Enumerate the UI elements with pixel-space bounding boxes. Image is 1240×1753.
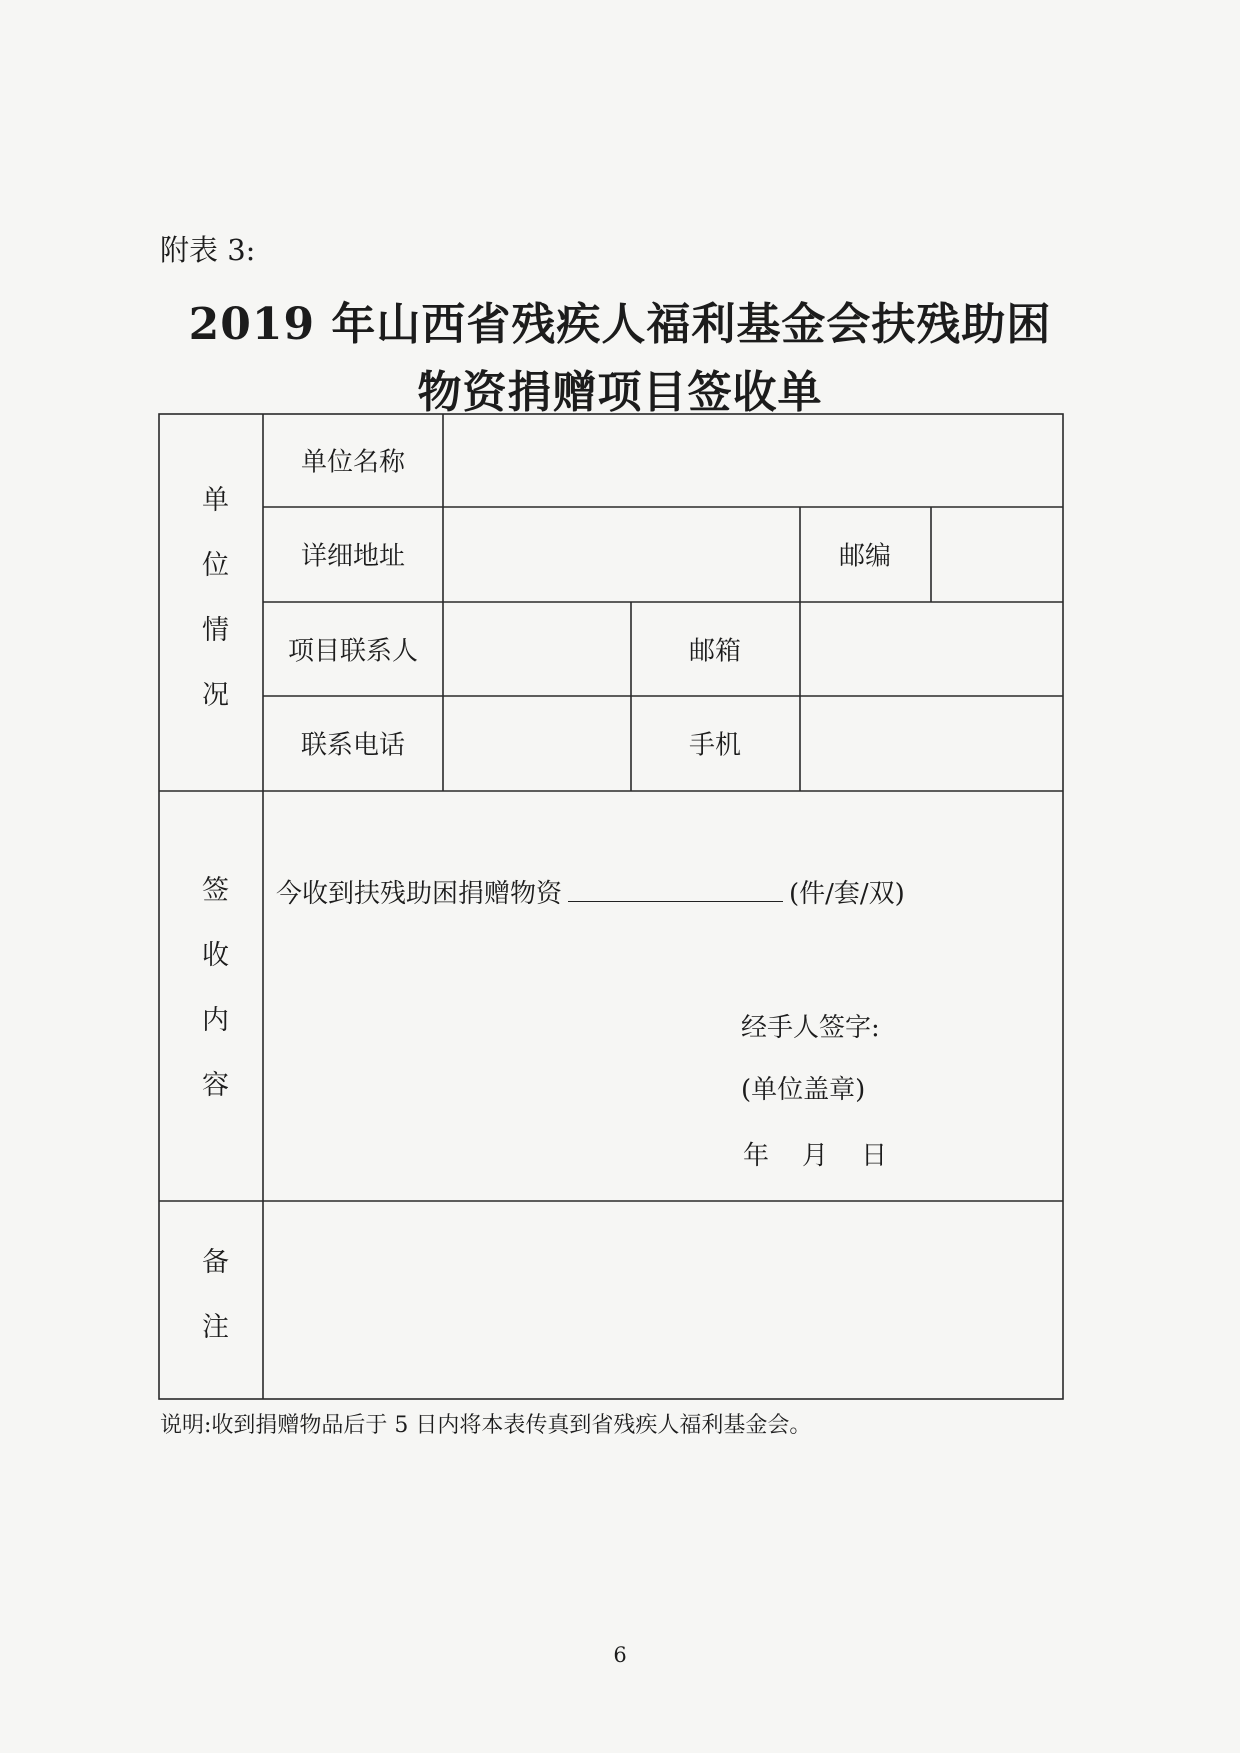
phone-label: 联系电话 — [300, 730, 406, 761]
received-goods-text: 今收到扶残助困捐赠物资 — [276, 879, 563, 909]
quantity-blank — [568, 879, 783, 902]
form-title-line-1: 2019 年山西省残疾人福利基金会扶残助困 — [188, 299, 1052, 350]
form-footnote: 说明:收到捐赠物品后于 5 日内将本表传真到省残疾人福利基金会。 — [160, 1413, 812, 1438]
contact-person-label: 项目联系人 — [287, 636, 419, 667]
attachment-label: 附表 3: — [160, 233, 256, 267]
received-goods-unit: (件/套/双) — [789, 879, 905, 909]
form-title-line-2: 物资捐赠项目签收单 — [417, 367, 823, 418]
page-number: 6 — [613, 1643, 627, 1667]
unit-section-heading: 单位情况 — [197, 485, 228, 745]
unit-seal-label: (单位盖章) — [741, 1075, 866, 1105]
unit-name-label: 单位名称 — [300, 447, 406, 478]
mobile-label: 手机 — [688, 730, 742, 761]
received-goods-line — [276, 873, 905, 910]
receipt-form-table — [158, 413, 1064, 1400]
date-line: 年 月 日 — [743, 1141, 888, 1171]
receipt-section-heading: 签收内容 — [197, 875, 228, 1135]
remarks-section-heading: 备注 — [197, 1247, 228, 1377]
address-label: 详细地址 — [300, 541, 406, 572]
email-label: 邮箱 — [688, 636, 742, 667]
postcode-label: 邮编 — [838, 541, 892, 572]
handler-signature-label: 经手人签字: — [741, 1013, 880, 1043]
